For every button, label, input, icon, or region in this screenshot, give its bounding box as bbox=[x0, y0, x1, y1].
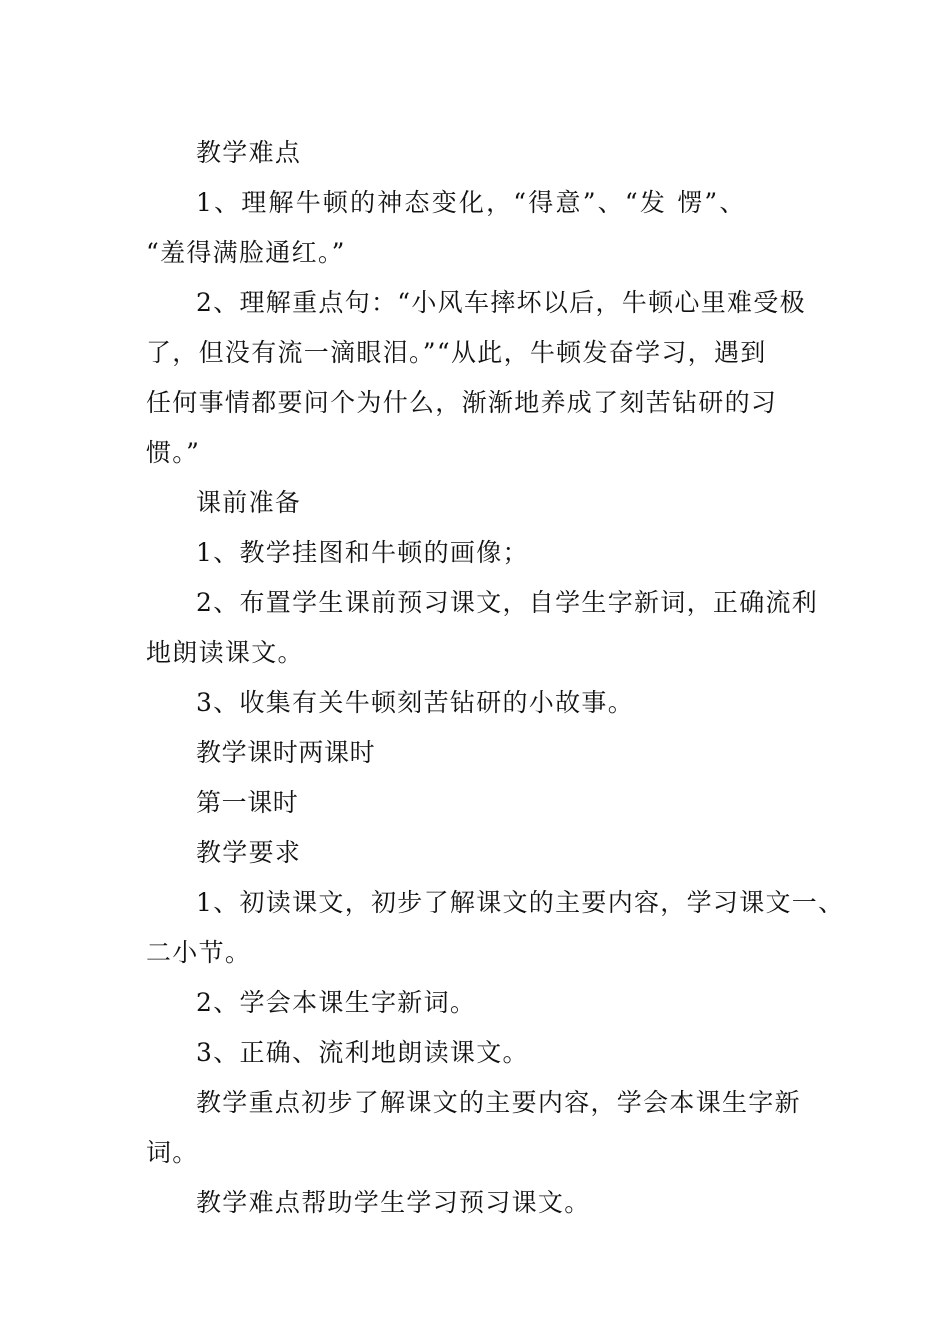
paragraph-line: 地朗读课文。 bbox=[146, 638, 304, 667]
list-item: 1、教学挂图和牛顿的画像； bbox=[196, 538, 529, 567]
heading-first-lesson: 第一课时 bbox=[196, 788, 299, 817]
paragraph-line: 词。 bbox=[146, 1138, 199, 1167]
paragraph-line: 二小节。 bbox=[146, 938, 252, 967]
list-item: 2、学会本课生字新词。 bbox=[196, 988, 477, 1017]
paragraph-line: “羞得满脸通红。” bbox=[146, 238, 346, 267]
list-item: 3、收集有关牛顿刻苦钻研的小故事。 bbox=[196, 688, 635, 717]
paragraph-line: 教学难点帮助学生学习预习课文。 bbox=[196, 1188, 591, 1217]
paragraph-line: 教学重点初步了解课文的主要内容，学会本课生字新 bbox=[196, 1088, 801, 1117]
heading-teaching-requirements: 教学要求 bbox=[196, 838, 302, 867]
paragraph-line: 了，但没有流一滴眼泪。”“从此，牛顿发奋学习，遇到 bbox=[146, 338, 767, 367]
paragraph-line: 惯。” bbox=[146, 438, 201, 467]
list-item: 3、正确、流利地朗读课文。 bbox=[196, 1038, 529, 1067]
paragraph-line: 1、理解牛顿的神态变化，“得意”、“发 愣”、 bbox=[196, 188, 747, 217]
document-page bbox=[146, 128, 845, 1228]
heading-preparation: 课前准备 bbox=[196, 488, 302, 517]
heading-lesson-count: 教学课时两课时 bbox=[196, 738, 376, 767]
list-item: 1、初读课文，初步了解课文的主要内容，学习课文一、 bbox=[196, 888, 845, 917]
list-item: 2、布置学生课前预习课文，自学生字新词，正确流利 bbox=[196, 588, 819, 617]
paragraph-line: 2、理解重点句：“小风车摔坏以后，牛顿心里难受极 bbox=[196, 288, 806, 317]
heading-teaching-difficulty: 教学难点 bbox=[196, 138, 302, 167]
paragraph-line: 任何事情都要问个为什么，渐渐地养成了刻苦钻研的习 bbox=[146, 388, 778, 417]
